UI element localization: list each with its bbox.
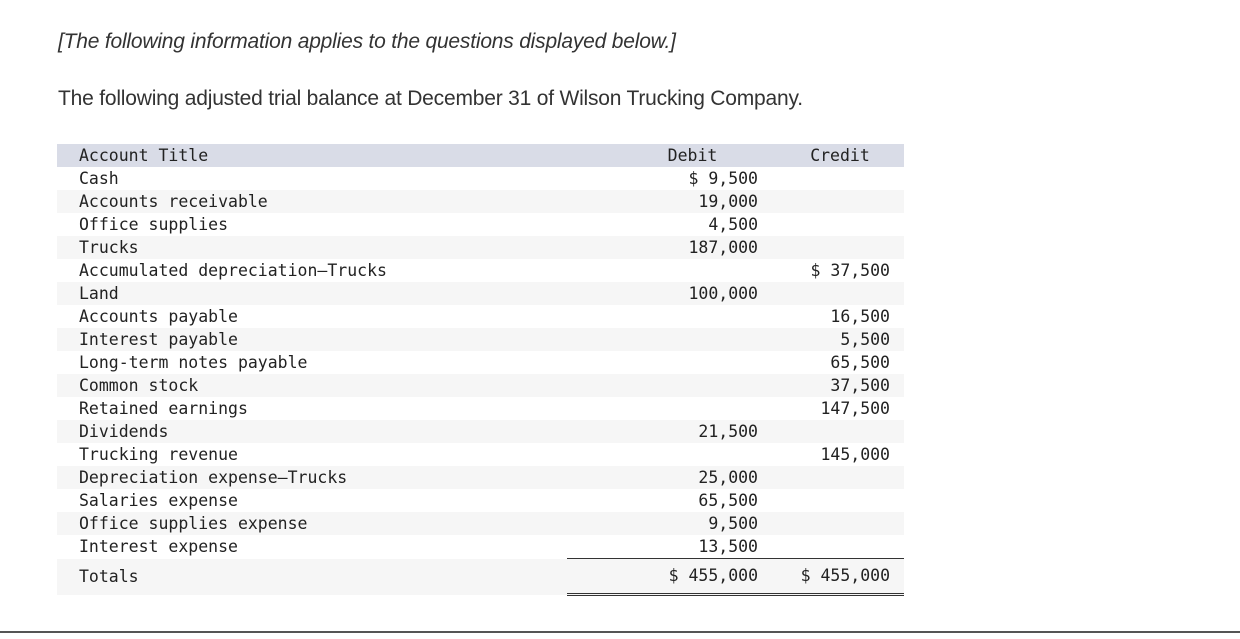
- debit-cell: 100,000: [688, 284, 758, 303]
- account-title-cell: Office supplies expense: [79, 514, 308, 533]
- debit-cell: $ 9,500: [688, 169, 758, 188]
- intro-text: The following adjusted trial balance at December 31 of Wilson Trucking Company.: [58, 87, 803, 110]
- gap-cell: [758, 213, 790, 236]
- bottom-divider: [0, 631, 1240, 633]
- table-row: [57, 512, 904, 535]
- account-title-cell: Accumulated depreciation—Trucks: [79, 261, 387, 280]
- debit-cell: [567, 351, 758, 374]
- gap-cell: [758, 535, 790, 559]
- debit-cell: [567, 443, 758, 466]
- table-row: [57, 374, 904, 397]
- debit-cell: 21,500: [698, 422, 758, 441]
- account-title-cell: Accounts payable: [79, 307, 238, 326]
- table-body: [57, 167, 904, 595]
- debit-cell: 65,500: [698, 491, 758, 510]
- table-row: [57, 328, 904, 351]
- header-credit: Credit: [810, 146, 870, 165]
- credit-cell: 147,500: [820, 399, 890, 418]
- gap-cell: [758, 420, 790, 443]
- credit-cell: [790, 236, 904, 259]
- credit-cell: [790, 213, 904, 236]
- table-row: [57, 259, 904, 282]
- gap-cell: [758, 489, 790, 512]
- debit-cell: [567, 328, 758, 351]
- account-title-cell: Interest payable: [79, 330, 238, 349]
- table-row: [57, 443, 904, 466]
- credit-cell: [790, 512, 904, 535]
- account-title-cell: Common stock: [79, 376, 199, 395]
- debit-cell: [567, 374, 758, 397]
- gap-cell: [758, 328, 790, 351]
- credit-cell: [790, 466, 904, 489]
- account-title-cell: Interest expense: [79, 537, 238, 557]
- table-row: [57, 282, 904, 305]
- table-row: [57, 190, 904, 213]
- table-row: [57, 351, 904, 374]
- table-row: [57, 305, 904, 328]
- credit-cell: [790, 420, 904, 443]
- credit-cell: [790, 489, 904, 512]
- debit-cell: [567, 259, 758, 282]
- gap-cell: [758, 259, 790, 282]
- debit-cell: [567, 305, 758, 328]
- header-gap: [758, 144, 790, 167]
- credit-cell: 145,000: [820, 445, 890, 464]
- debit-cell: 9,500: [708, 514, 758, 533]
- account-title-cell: Depreciation expense—Trucks: [79, 468, 348, 487]
- table-row: [57, 466, 904, 489]
- table-row: [57, 489, 904, 512]
- gap-cell: [758, 397, 790, 420]
- account-title-cell: Dividends: [79, 422, 169, 441]
- gap-cell: [758, 282, 790, 305]
- credit-cell: [790, 535, 904, 559]
- header-debit: Debit: [667, 146, 718, 165]
- account-title-cell: Accounts receivable: [79, 192, 268, 211]
- account-title-cell: Land: [79, 284, 119, 303]
- gap-cell: [758, 512, 790, 535]
- account-title-cell: Salaries expense: [79, 491, 238, 510]
- credit-cell: $ 37,500: [810, 261, 890, 280]
- totals-credit: $ 455,000: [790, 559, 904, 595]
- debit-cell: 25,000: [698, 468, 758, 487]
- table-row: [57, 420, 904, 443]
- header-account-title: Account Title: [79, 146, 209, 165]
- totals-label: Totals: [79, 566, 139, 586]
- debit-cell: 13,500: [567, 535, 758, 559]
- debit-cell: 187,000: [688, 238, 758, 257]
- totals-debit: $ 455,000: [567, 559, 758, 595]
- gap-cell: [758, 190, 790, 213]
- table-row: [57, 397, 904, 420]
- credit-cell: [790, 167, 904, 190]
- account-title-cell: Trucking revenue: [79, 445, 238, 464]
- gap-cell: [758, 466, 790, 489]
- gap-cell: [758, 305, 790, 328]
- gap-cell: [758, 374, 790, 397]
- table-row: [57, 535, 904, 559]
- gap-cell: [758, 236, 790, 259]
- credit-cell: 37,500: [830, 376, 890, 395]
- credit-cell: 65,500: [830, 353, 890, 372]
- gap-cell: [758, 351, 790, 374]
- gap-cell: [758, 443, 790, 466]
- credit-cell: [790, 190, 904, 213]
- gap-cell: [758, 559, 790, 595]
- debit-cell: 4,500: [708, 215, 758, 234]
- account-title-cell: Cash: [79, 169, 119, 188]
- credit-cell: [790, 282, 904, 305]
- account-title-cell: Office supplies: [79, 215, 229, 234]
- account-title-cell: Retained earnings: [79, 399, 248, 418]
- credit-cell: 5,500: [840, 330, 890, 349]
- totals-row: [57, 559, 904, 595]
- account-title-cell: Trucks: [79, 238, 139, 257]
- table-header-row: [57, 144, 904, 167]
- context-note: [The following information applies to the questions displayed below.]: [58, 30, 676, 53]
- debit-cell: 19,000: [698, 192, 758, 211]
- table-row: [57, 236, 904, 259]
- credit-cell: 16,500: [830, 307, 890, 326]
- account-title-cell: Long-term notes payable: [79, 353, 308, 372]
- table-row: [57, 213, 904, 236]
- table-row: [57, 167, 904, 190]
- trial-balance-table: [57, 144, 904, 596]
- gap-cell: [758, 167, 790, 190]
- debit-cell: [567, 397, 758, 420]
